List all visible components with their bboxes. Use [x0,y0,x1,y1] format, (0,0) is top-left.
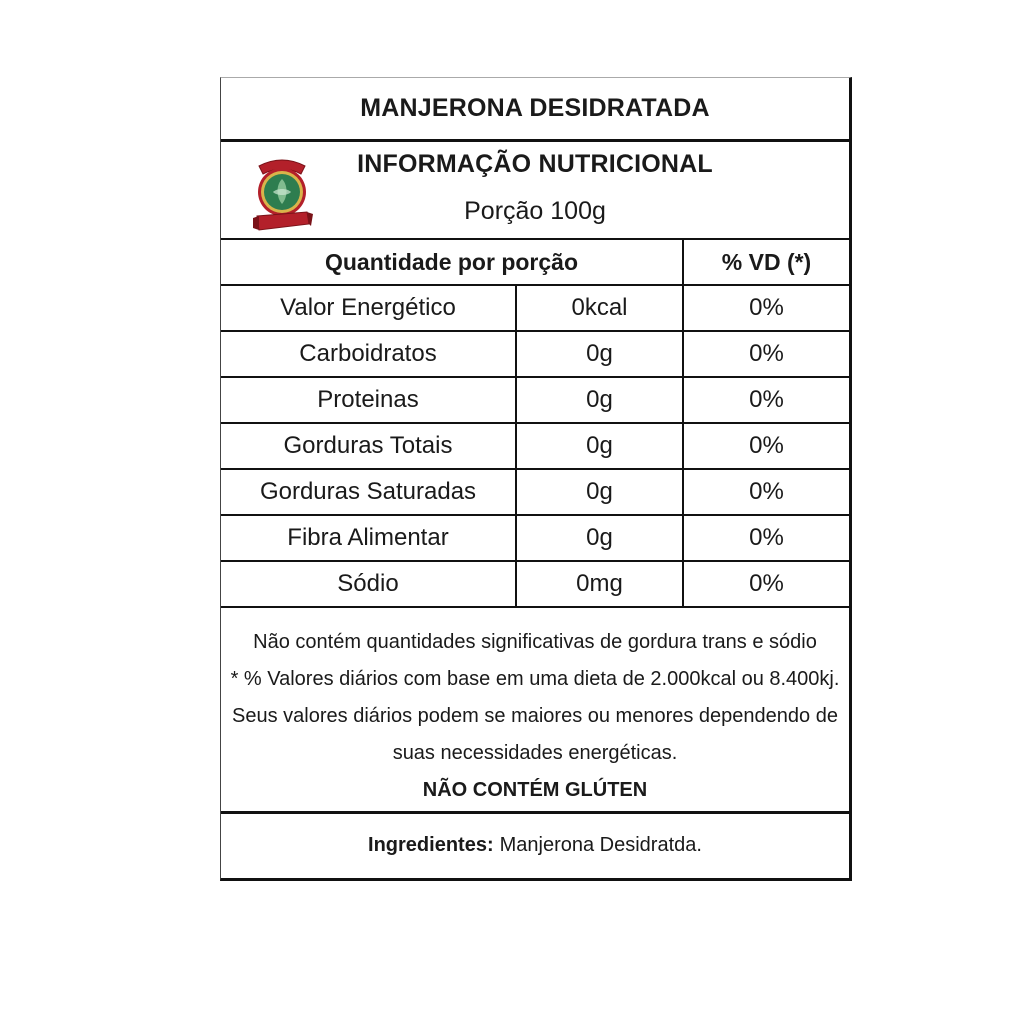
ingredients-label: Ingredientes: [368,833,494,856]
table-row [221,562,849,608]
nutrient-vd: 0% [749,432,784,459]
nutrient-vd: 0% [749,478,784,505]
nutrient-name: Fibra Alimentar [221,516,517,560]
note-energy-needs: suas necessidades energéticas. [392,742,678,764]
table-row [221,516,849,562]
nutrient-name: Valor Energético [221,286,517,330]
note-daily-values: * % Valores diários com base em uma dieta de 2.000kcal ou 8.400kj. [230,668,840,690]
nutrient-name: Gorduras Saturadas [221,470,517,514]
table-row [221,424,849,470]
table-row [221,378,849,424]
nutrient-amount: 0kcal [517,286,684,330]
col-quantity-header: Quantidade por porção [221,240,684,284]
portion-size: Porção 100g [464,197,606,225]
nutrient-amount: 0mg [517,562,684,606]
nutrient-name: Carboidratos [221,332,517,376]
nutrient-name: Gorduras Totais [221,424,517,468]
nutrient-amount: 0g [517,470,684,514]
nutrient-amount: 0g [517,378,684,422]
ingredients-row [221,814,849,876]
nutrient-vd: 0% [749,570,784,597]
nutrient-vd: 0% [749,524,784,551]
nutrition-header [221,142,849,240]
table-header-row [221,240,849,286]
nutrient-amount: 0g [517,516,684,560]
nutrient-vd: 0% [749,386,784,413]
nutrient-name: Sódio [221,562,517,606]
nutrient-amount: 0g [517,332,684,376]
product-title: MANJERONA DESIDRATADA [360,94,710,122]
nutrient-name: Proteinas [221,378,517,422]
gluten-statement: NÃO CONTÉM GLÚTEN [422,779,648,801]
nutrient-vd: 0% [749,340,784,367]
col-vd-header: % VD (*) [721,248,812,275]
nutrition-label [220,77,852,881]
note-variation: Seus valores diários podem se maiores ou menores dependendo de [232,705,838,727]
footnotes [221,608,849,814]
table-row [221,470,849,516]
table-row [221,332,849,378]
product-title-row [221,78,849,142]
nutrient-vd: 0% [749,294,784,321]
note-trans-fat: Não contém quantidades significativas de gordura trans e sódio [253,631,817,653]
table-row [221,286,849,332]
ingredients-value: Manjerona Desidratda. [499,833,702,856]
nutrition-info-title: INFORMAÇÃO NUTRICIONAL [357,150,713,178]
nutrient-amount: 0g [517,424,684,468]
